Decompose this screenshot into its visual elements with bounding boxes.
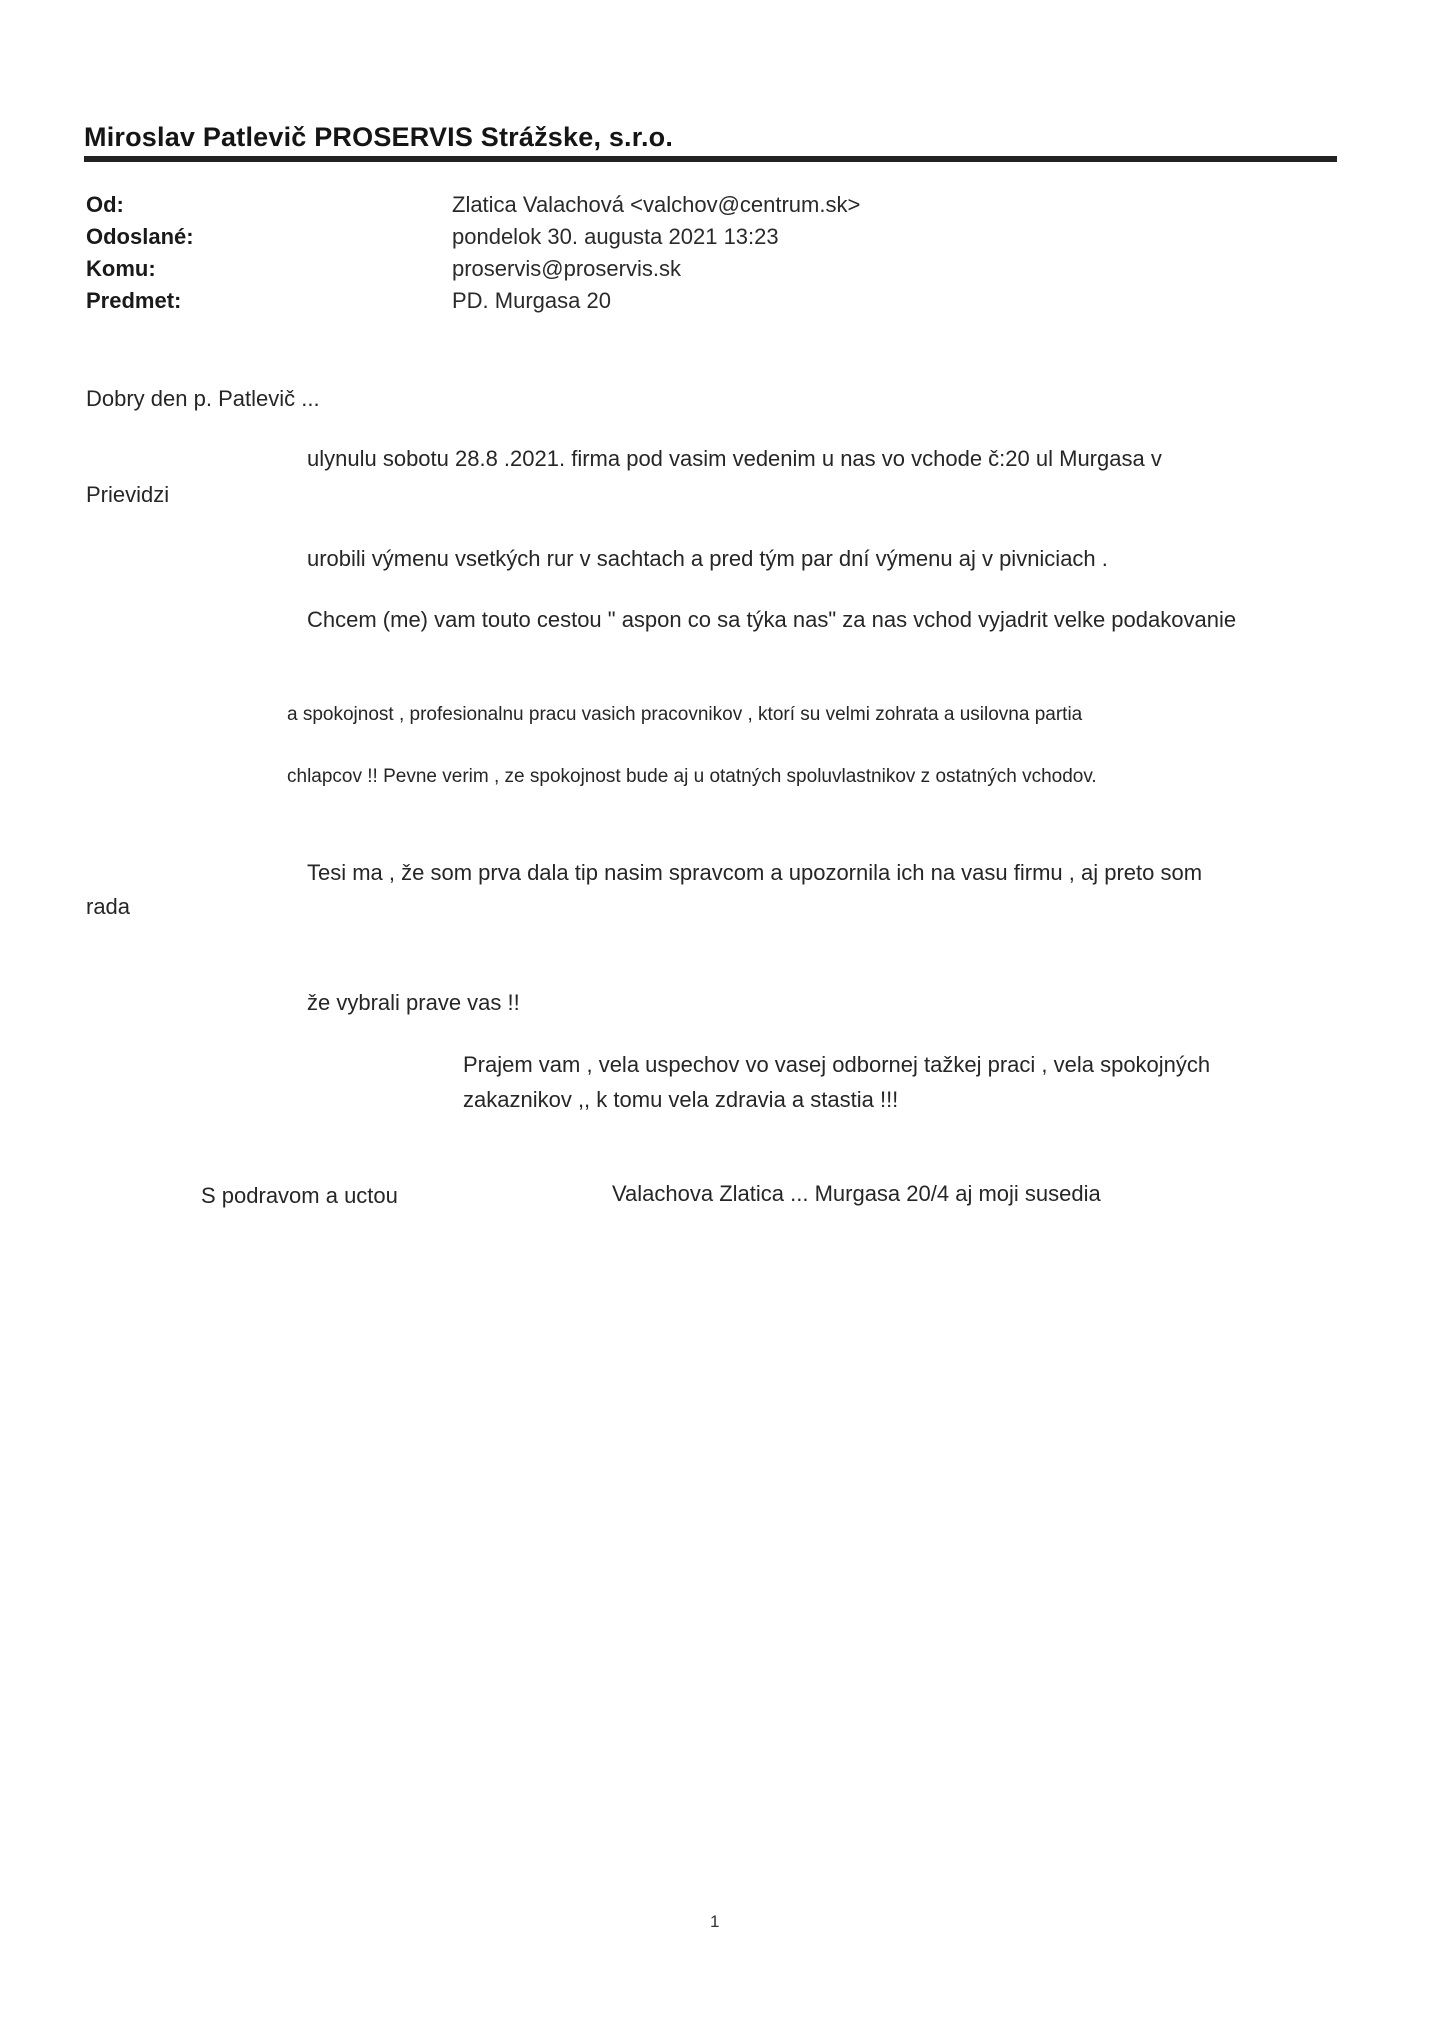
sent-label: Odoslané: <box>86 224 194 249</box>
to-label: Komu: <box>86 256 156 281</box>
sent-value: pondelok 30. augusta 2021 13:23 <box>452 224 779 249</box>
subject-label: Predmet: <box>86 288 182 313</box>
from-label: Od: <box>86 192 124 217</box>
body-line-5: chlapcov !! Pevne verim , ze spokojnost bude aj u otatných spoluvlastnikov z ostatných vchodov. <box>287 766 1097 787</box>
body-line-6-wrap: rada <box>86 894 131 919</box>
page-number: 1 <box>710 1912 720 1931</box>
sender-title: Miroslav Patlevič PROSERVIS Strážske, s.r.o. <box>84 122 674 152</box>
body-line-8b: zakaznikov ,, k tomu vela zdravia a stastia !!! <box>463 1087 899 1112</box>
closing: S podravom a uctou <box>201 1183 398 1208</box>
title-divider <box>84 156 1337 162</box>
body-line-6: Tesi ma , že som prva dala tip nasim spravcom a upozornila ich na vasu firmu , aj preto som <box>307 860 1203 885</box>
to-value: proservis@proservis.sk <box>452 256 681 281</box>
body-line-1: ulynulu sobotu 28.8 .2021. firma pod vasim vedenim u nas vo vchode č:20 ul Murgasa v <box>307 446 1162 471</box>
body-line-1-wrap: Prievidzi <box>86 482 170 507</box>
body-line-7: že vybrali prave vas !! <box>307 990 520 1015</box>
body-line-3: Chcem (me) vam touto cestou " aspon co sa týka nas" za nas vchod vyjadrit velke podakovanie <box>307 607 1237 632</box>
body-line-4: a spokojnost , profesionalnu pracu vasich pracovnikov , ktorí su velmi zohrata a usilovna partia <box>287 704 1083 725</box>
signature: Valachova Zlatica ... Murgasa 20/4 aj moji susedia <box>612 1181 1101 1206</box>
body-line-2: urobili výmenu vsetkých rur v sachtach a pred tým par dní výmenu aj v pivniciach . <box>307 546 1108 571</box>
greeting: Dobry den p. Patlevič ... <box>86 386 320 411</box>
from-value: Zlatica Valachová <valchov@centrum.sk> <box>452 192 861 217</box>
body-line-8a: Prajem vam , vela uspechov vo vasej odbornej tažkej praci , vela spokojných <box>463 1052 1211 1077</box>
subject-value: PD. Murgasa 20 <box>452 288 611 313</box>
